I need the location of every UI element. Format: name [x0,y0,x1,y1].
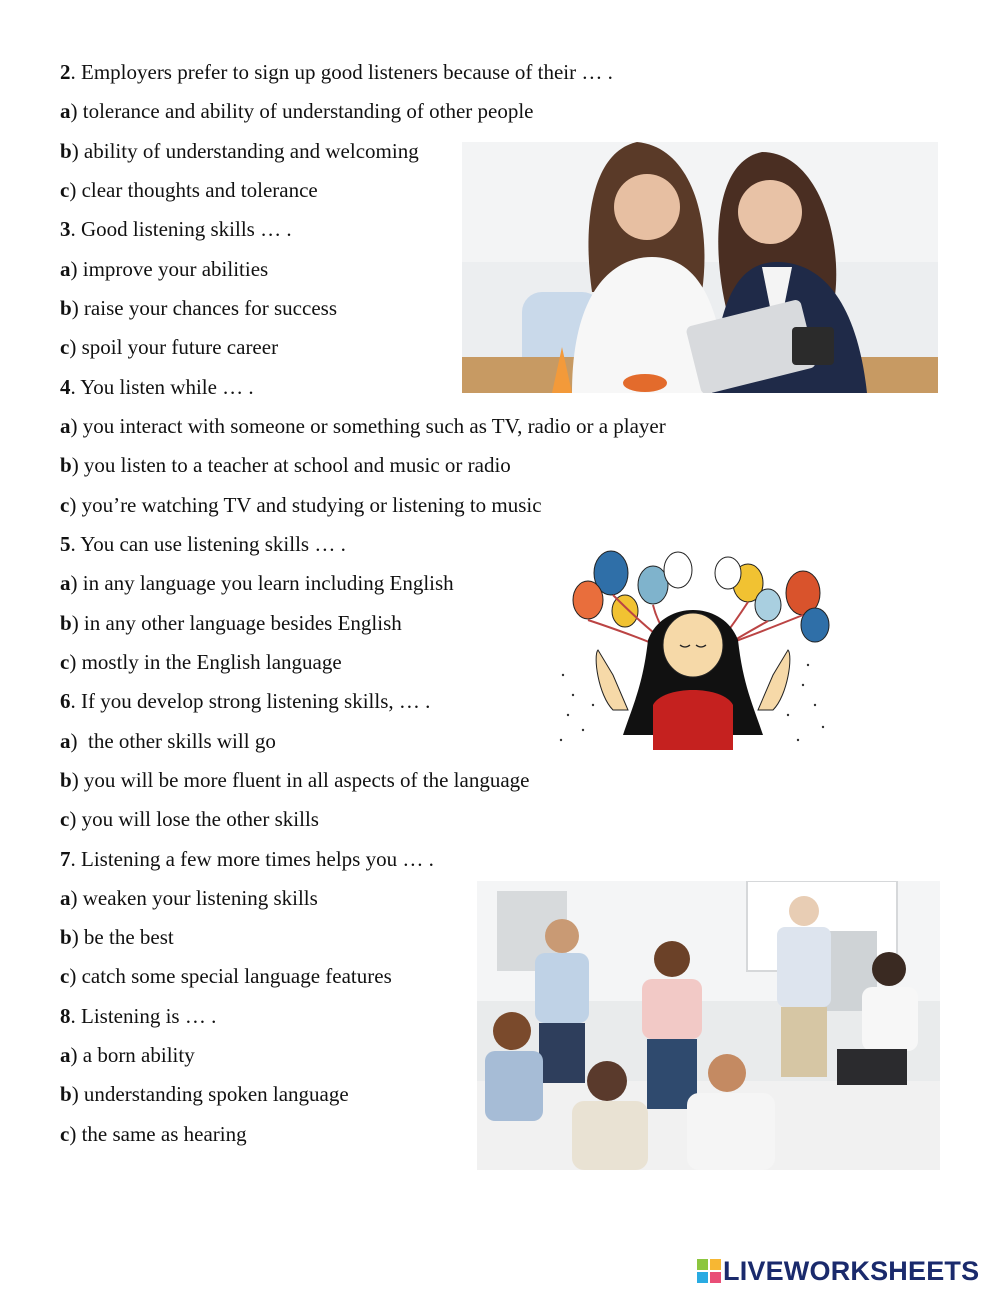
question-4-stem: 4. You listen while … . [60,375,254,399]
question-7-option-c: c) catch some special language features [60,964,392,988]
question-3-option-a: a) improve your abilities [60,257,269,281]
question-7-option-a: a) weaken your listening skills [60,886,318,910]
question-8-stem: 8. Listening is … . [60,1004,217,1028]
question-3-stem: 3. Good listening skills … . [60,217,292,241]
question-3-option-c: c) spoil your future career [60,335,279,359]
question-2-option-a: a) tolerance and ability of understanding of other people [60,99,534,123]
question-5-option-c: c) mostly in the English language [60,650,342,674]
question-7-option-b: b) be the best [60,925,174,949]
liveworksheets-mark-icon [697,1259,721,1283]
question-6-option-a: a) the other skills will go [60,729,276,753]
question-4-option-c: c) you’re watching TV and studying or listening to music [60,493,542,517]
question-2-stem: 2. Employers prefer to sign up good listeners because of their … . [60,60,613,84]
question-5-option-b: b) in any other language besides English [60,611,402,635]
question-6-stem: 6. If you develop strong listening skills, … . [60,689,431,713]
question-8-option-b: b) understanding spoken language [60,1082,349,1106]
question-5-stem: 5. You can use listening skills … . [60,532,346,556]
two-women-tablet-photo [462,142,938,393]
liveworksheets-logo [697,1257,979,1285]
question-6-option-c: c) you will lose the other skills [60,807,319,831]
group-discussion-photo [477,881,940,1170]
question-4-option-a: a) you interact with someone or something such as TV, radio or a player [60,414,666,438]
liveworksheets-wordmark: LIVEWORKSHEETS [723,1255,980,1286]
question-2-option-b: b) ability of understanding and welcoming [60,139,419,163]
girl-balloons-illustration [553,545,833,750]
question-3-option-b: b) raise your chances for success [60,296,337,320]
question-6-option-b: b) you will be more fluent in all aspects of the language [60,768,530,792]
question-8-option-c: c) the same as hearing [60,1122,247,1146]
question-4-option-b: b) you listen to a teacher at school and music or radio [60,453,511,477]
question-5-option-a: a) in any language you learn including English [60,571,454,595]
question-2-option-c: c) clear thoughts and tolerance [60,178,318,202]
question-8-option-a: a) a born ability [60,1043,195,1067]
question-7-stem: 7. Listening a few more times helps you … . [60,847,434,871]
